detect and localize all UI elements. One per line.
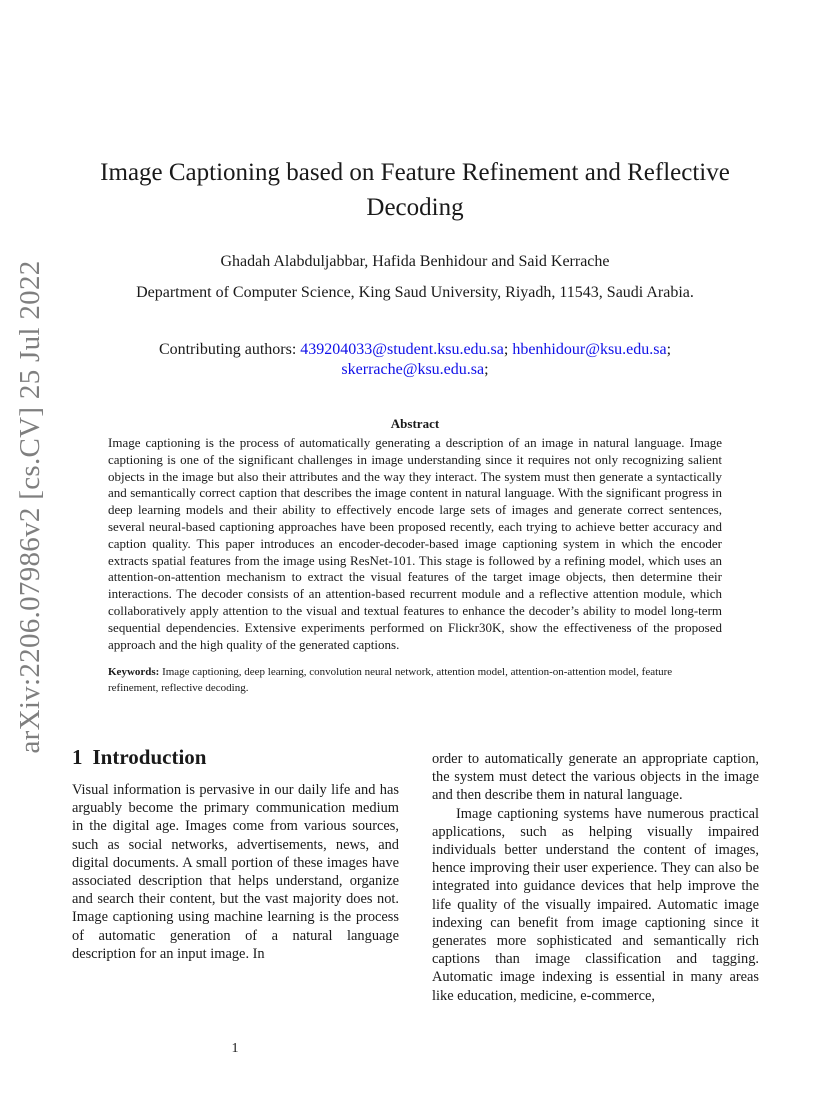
keywords-label: Keywords: [108,666,160,678]
arxiv-identifier-stamp: arXiv:2206.07986v2 [cs.CV] 25 Jul 2022 [14,260,46,754]
email-link-3[interactable]: skerrache@ksu.edu.sa [341,361,485,378]
email-link-2[interactable]: hbenhidour@ksu.edu.sa [512,341,667,358]
paper-title-line-2: Decoding [366,194,464,221]
section-heading-introduction [72,743,402,771]
page-number: 1 [231,1041,239,1056]
affiliation: Department of Computer Science, King Saud University, Riyadh, 11543, Saudi Arabia. [136,284,694,301]
abstract-heading: Abstract [390,416,440,431]
contributing-authors [100,340,730,380]
email-separator-2: ; [666,341,672,358]
abstract-text: Image captioning is the process of automatically generating a description of an image in natural language. Image captioning is one of the significant challenges in image understanding since it requires not only recognizing salient objects in the image but also their attributes and the way they interact. The system must then generate a syntactically and semantically correct caption that describes the image content in natural language. With the significant progress in deep learning models and their ability to effectively encode large sets of images and generate correct sentences, several neural-based captioning approaches have been proposed recently, each trying to achieve better accuracy and caption quality. This paper introduces an encoder-decoder-based image captioning system in which the encoder extracts spatial features from the image using ResNet-101. This stage is followed by a refining model, which uses an attention-on-attention mechanism to extract the visual features of the target image objects, then determine their interactions. The decoder consists of an attention-based recurrent module and a reflective attention module, which collaboratively apply attention to the visual and textual features to enhance the decoder’s ability to model long-term sequential dependencies. Extensive experiments performed on Flickr30K, show the effectiveness of the proposed approach and the high quality of the generated captions. [108,435,722,652]
keywords [108,665,722,696]
email-separator-3: ; [484,361,489,378]
keywords-text: Image captioning, deep learning, convolution neural network, attention model, attention-on-attention model, feature refinement, reflective decoding. [108,666,673,694]
intro-paragraph-2: Image captioning systems have numerous practical applications, such as helping visually impaired individuals better understand the content of images, hence improving their user experience. They can also be integrated into guidance devices that help improve the life quality of the visually impaired. Automatic image indexing can benefit from image captioning since it generates more sophisticated and semantically rich captions than image classification and tagging. Automatic image indexing is essential in many areas like education, medicine, e-commerce, [432,805,759,1004]
right-column-text [432,750,759,1005]
paper-title-line-1: Image Captioning based on Feature Refinement and Reflective [100,159,730,186]
contributing-authors-label: Contributing authors: [158,341,301,358]
left-column-text [72,781,399,963]
intro-paragraph-continued: order to automatically generate an appropriate caption, the system must detect the various objects in the image and then describe them in natural language. [432,751,759,804]
email-link-1[interactable]: 439204033@student.ksu.edu.sa [300,341,504,358]
intro-paragraph-1: Visual information is pervasive in our daily life and has arguably become the primary communication medium in the digital age. Images come from various sources, such as social networks, advertisements, news, and digital documents. A small portion of these images have associated description that helps understand, organize and search their content, but the vast majority does not. Image captioning using machine learning is the process of automatic generation of a natural language description for an input image. In [72,782,399,962]
author-list: Ghadah Alabduljabbar, Hafida Benhidour and Said Kerrache [220,253,610,270]
section-number: 1 [72,745,83,769]
email-separator-1: ; [503,341,513,358]
paper-title [80,155,750,225]
section-title: Introduction [92,745,207,769]
